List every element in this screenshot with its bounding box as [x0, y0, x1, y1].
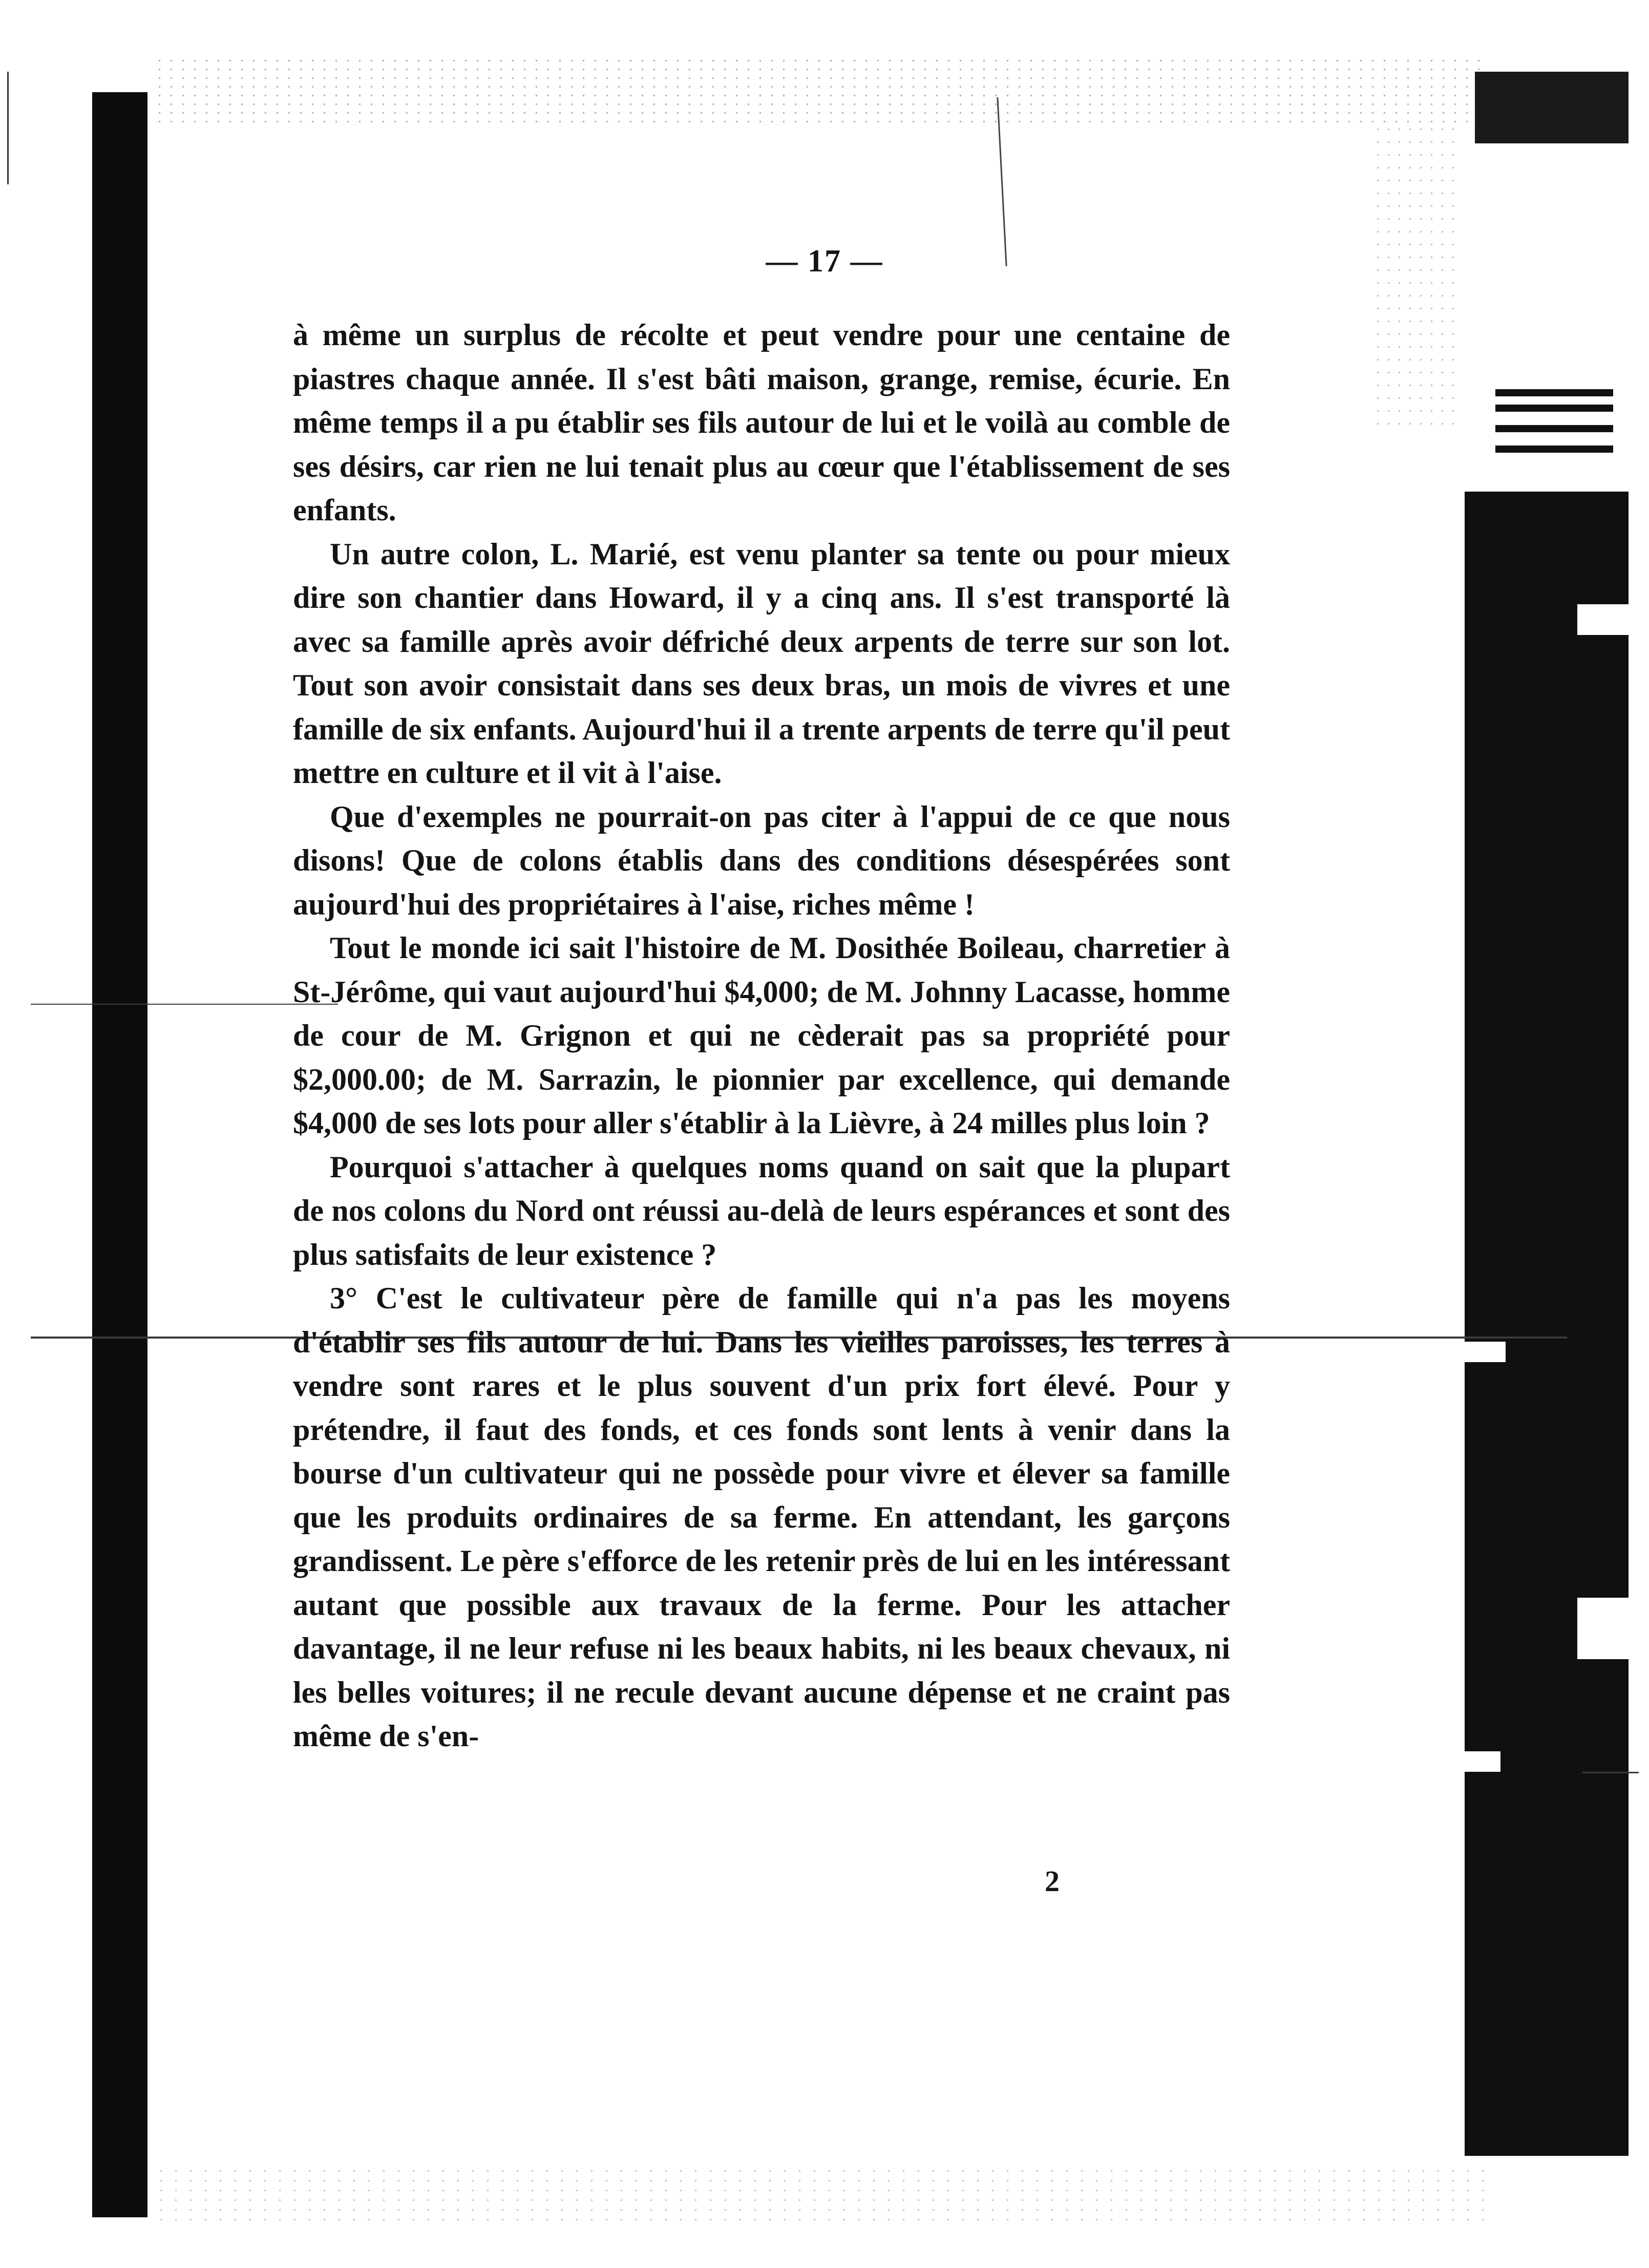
scan-edge-mark: [7, 72, 9, 184]
paragraph: Un autre colon, L. Marié, est venu planter sa tente ou pour mieux dire son chantier dans Howard, il y a cinq ans. Il s'est transporté là avec sa famille après avoir défriché deux arpents de terre sur son lot. Tout son avoir consistait dans ses deux bras, un mois de vivres et une famille de six enfants. Aujourd'hui il a trente arpents de terre qu'il peut mettre en culture et il vit à l'aise.: [293, 537, 1230, 790]
scan-tick: [1495, 446, 1613, 453]
scan-notch: [1577, 604, 1649, 635]
scan-notch: [1465, 1342, 1506, 1362]
paragraph: à même un surplus de récolte et peut vendre pour une centaine de piastres chaque année. Il s'est bâti maison, grange, remise, écurie. En même temps il a pu établir ses fils autour de lui et le voilà au comble de ses désirs, car rien ne lui tenait plus au cœur que l'établissement de ses enfants.: [293, 318, 1230, 527]
paragraph: Que d'exemples ne pourrait-on pas citer à l'appui de ce que nous disons! Que de colons établis dans des conditions désespérées sont aujourd'hui des propriétaires à l'aise, riches même !: [293, 799, 1230, 921]
body-text: [293, 313, 1230, 1758]
scan-tick: [1495, 425, 1613, 432]
scan-shadow-right: [1465, 492, 1629, 2156]
paragraph: 3° C'est le cultivateur père de famille qui n'a pas les moyens d'établir ses fils autour de lui. Dans les vieilles paroisses, les terres à vendre sont rares et le plus souvent d'un prix fort élevé. Pour y prétendre, il faut des fonds, et ces fonds sont lents à venir dans la bourse d'un cultivateur qui ne possède pour vivre et élever sa famille que les produits ordinaires de sa ferme. En attendant, les garçons grandissent. Le père s'efforce de les retenir près de lui en les intéressant autant que possible aux travaux de la ferme. Pour les attacher davantage, il ne leur refuse ni les beaux habits, ni les beaux chevaux, ni les belles voitures; il ne recule devant aucune dépense et ne craint pas même de s'en-: [293, 1281, 1230, 1753]
page-number: — 17 —: [766, 244, 883, 279]
paragraph: Pourquoi s'attacher à quelques noms quand on sait que la plupart de nos colons du Nord ont réussi au-delà de leurs espérances et sont des plus satisfaits de leur existence ?: [293, 1150, 1230, 1271]
scan-stray-line: [1582, 1772, 1639, 1773]
paragraph: Tout le monde ici sait l'histoire de M. Dosithée Boileau, charretier à St-Jérôme, qui vaut aujourd'hui $4,000; de M. Johnny Lacasse, homme de cour de M. Grignon et qui ne cèderait pas sa propriété pour $2,000.00; de M. Sarrazin, le pionnier par excellence, qui demande $4,000 de ses lots pour aller s'établir à la Lièvre, à 24 milles plus loin ?: [293, 931, 1230, 1140]
scan-noise-top: [154, 56, 1485, 123]
scan-shadow-right-top: [1475, 72, 1629, 143]
scan-tick: [1495, 389, 1613, 396]
scan-stray-line: [31, 1004, 338, 1005]
signature-mark: 2: [1045, 1864, 1060, 1898]
scan-binding-shadow-left: [92, 92, 147, 2217]
scan-notch: [1465, 1751, 1500, 1772]
scan-notch: [1577, 1598, 1649, 1659]
scan-noise-bottom: [154, 2166, 1485, 2222]
scan-tick: [1495, 405, 1613, 412]
